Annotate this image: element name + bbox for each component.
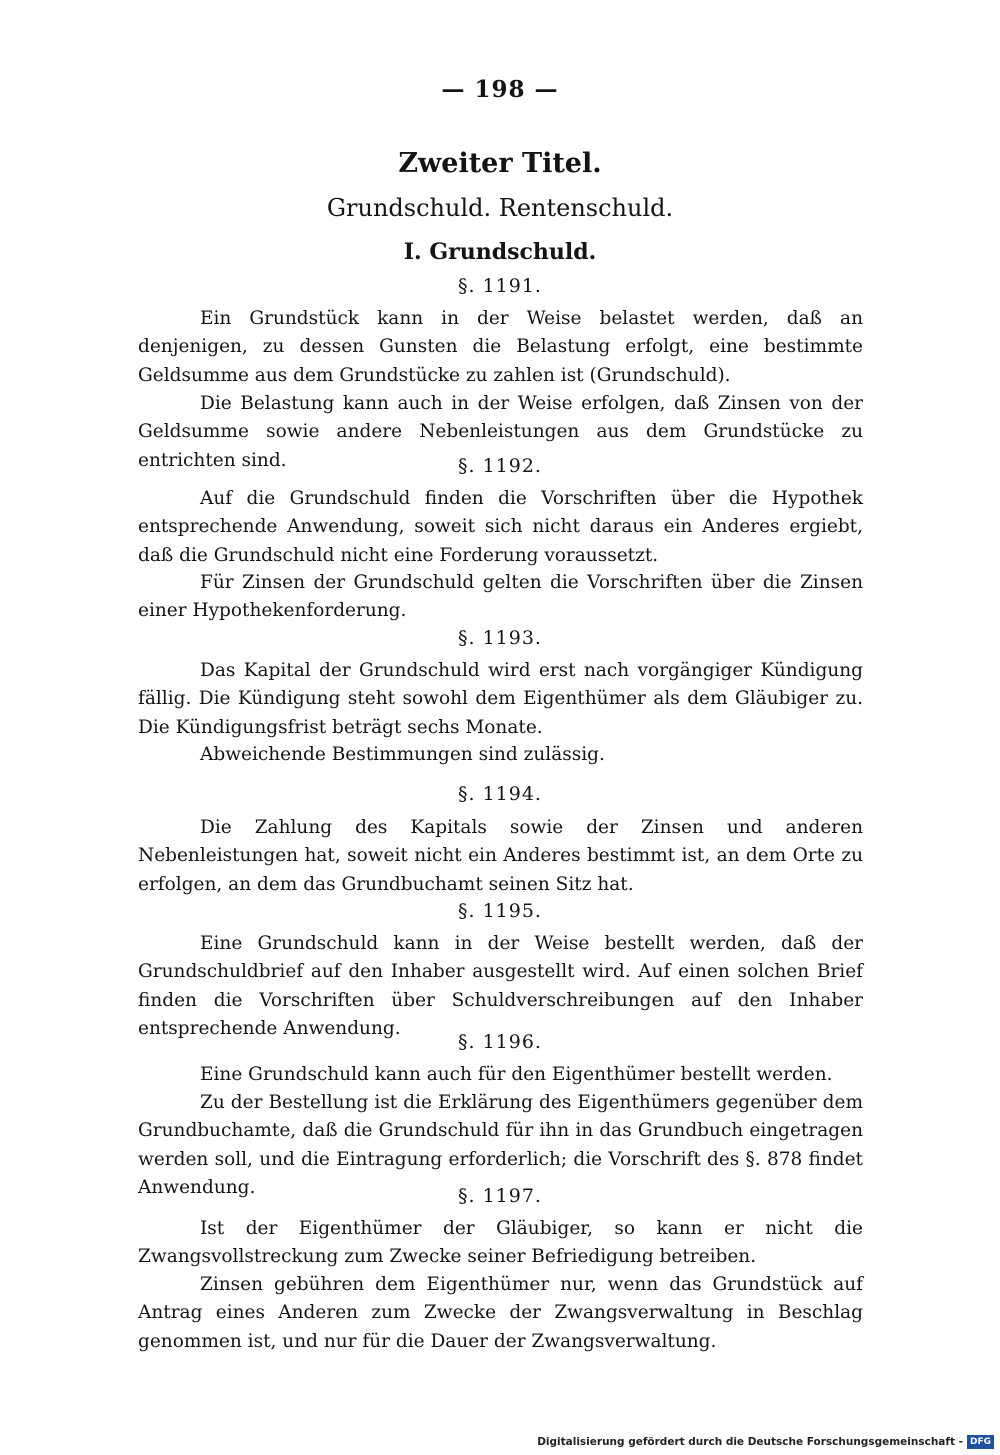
paragraph-1195-1: Eine Grundschuld kann in der Weise bestellt werden, daß der Grundschuldbrief auf den Inhaber ausgestellt wird. Auf einen solchen Brief finden die Vorschriften über Schuldverschreibungen auf den Inhaber entsprechende Anwendung. — [138, 933, 863, 1039]
paragraph-1191-2: Die Belastung kann auch in der Weise erfolgen, daß Zinsen von der Geldsumme sowie andere Nebenleistungen aus dem Grundstücke zu entrichten sind. — [138, 393, 863, 471]
paragraph-1197-1: Ist der Eigenthümer der Gläubiger, so kann er nicht die Zwangsvollstreckung zum Zwecke seiner Befriedigung betreiben. — [138, 1218, 863, 1268]
paragraph-1196-2: Zu der Bestellung ist die Erklärung des Eigenthümers gegenüber dem Grundbuchamte, daß die Grundschuld für ihn in das Grundbuch eingetragen werden soll, und die Eintragung erforderlich; die Vorschrift des §. 878 findet Anwendung. — [138, 1092, 863, 1198]
page-number: — 198 — — [441, 76, 559, 103]
main-title: Zweiter Titel. — [398, 148, 602, 179]
paragraph-1193-2: Abweichende Bestimmungen sind zulässig. — [200, 744, 605, 765]
section-heading-1196: §. 1196. — [458, 1031, 542, 1053]
section-heading-1191: §. 1191. — [458, 275, 542, 297]
dfg-logo-icon: DFG — [967, 1435, 994, 1449]
paragraph-1196-1: Eine Grundschuld kann auch für den Eigenthümer bestellt werden. — [200, 1064, 833, 1085]
section-heading-1195: §. 1195. — [458, 900, 542, 922]
footer-text: Digitalisierung gefördert durch die Deutsche Forschungsgemeinschaft - — [537, 1436, 963, 1448]
paragraph-1197-2: Zinsen gebühren dem Eigenthümer nur, wenn das Grundstück auf Antrag eines Anderen zum Zwecke der Zwangsverwaltung in Beschlag genommen ist, und nur für die Dauer der Zwangsverwaltung. — [138, 1274, 863, 1352]
paragraph-1193-1: Das Kapital der Grundschuld wird erst nach vorgängiger Kündigung fällig. Die Kündigung steht sowohl dem Eigenthümer als dem Gläubiger zu. Die Kündigungsfrist beträgt sechs Monate. — [138, 660, 863, 738]
part-title: I. Grundschuld. — [403, 239, 597, 265]
section-heading-1194: §. 1194. — [458, 783, 542, 805]
section-heading-1192: §. 1192. — [458, 455, 542, 477]
section-heading-1197: §. 1197. — [458, 1185, 542, 1207]
paragraph-1192-1: Auf die Grundschuld finden die Vorschriften über die Hypothek entsprechende Anwendung, soweit sich nicht daraus ein Anderes ergiebt, daß die Grundschuld nicht eine Forderung voraussetzt. — [138, 488, 863, 566]
paragraph-1192-2: Für Zinsen der Grundschuld gelten die Vorschriften über die Zinsen einer Hypothekenforderung. — [138, 572, 863, 622]
paragraph-1191-1: Ein Grundstück kann in der Weise belastet werden, daß an denjenigen, zu dessen Gunsten die Belastung erfolgt, eine bestimmte Geldsumme aus dem Grundstücke zu zahlen ist (Grundschuld). — [138, 308, 863, 386]
digitization-footer — [537, 1435, 994, 1449]
paragraph-1194-1: Die Zahlung des Kapitals sowie der Zinsen und anderen Nebenleistungen hat, soweit nicht ein Anderes bestimmt ist, an dem Orte zu erfolgen, an dem das Grundbuchamt seinen Sitz hat. — [138, 817, 863, 895]
section-heading-1193: §. 1193. — [458, 627, 542, 649]
sub-title: Grundschuld. Rentenschuld. — [326, 194, 674, 222]
